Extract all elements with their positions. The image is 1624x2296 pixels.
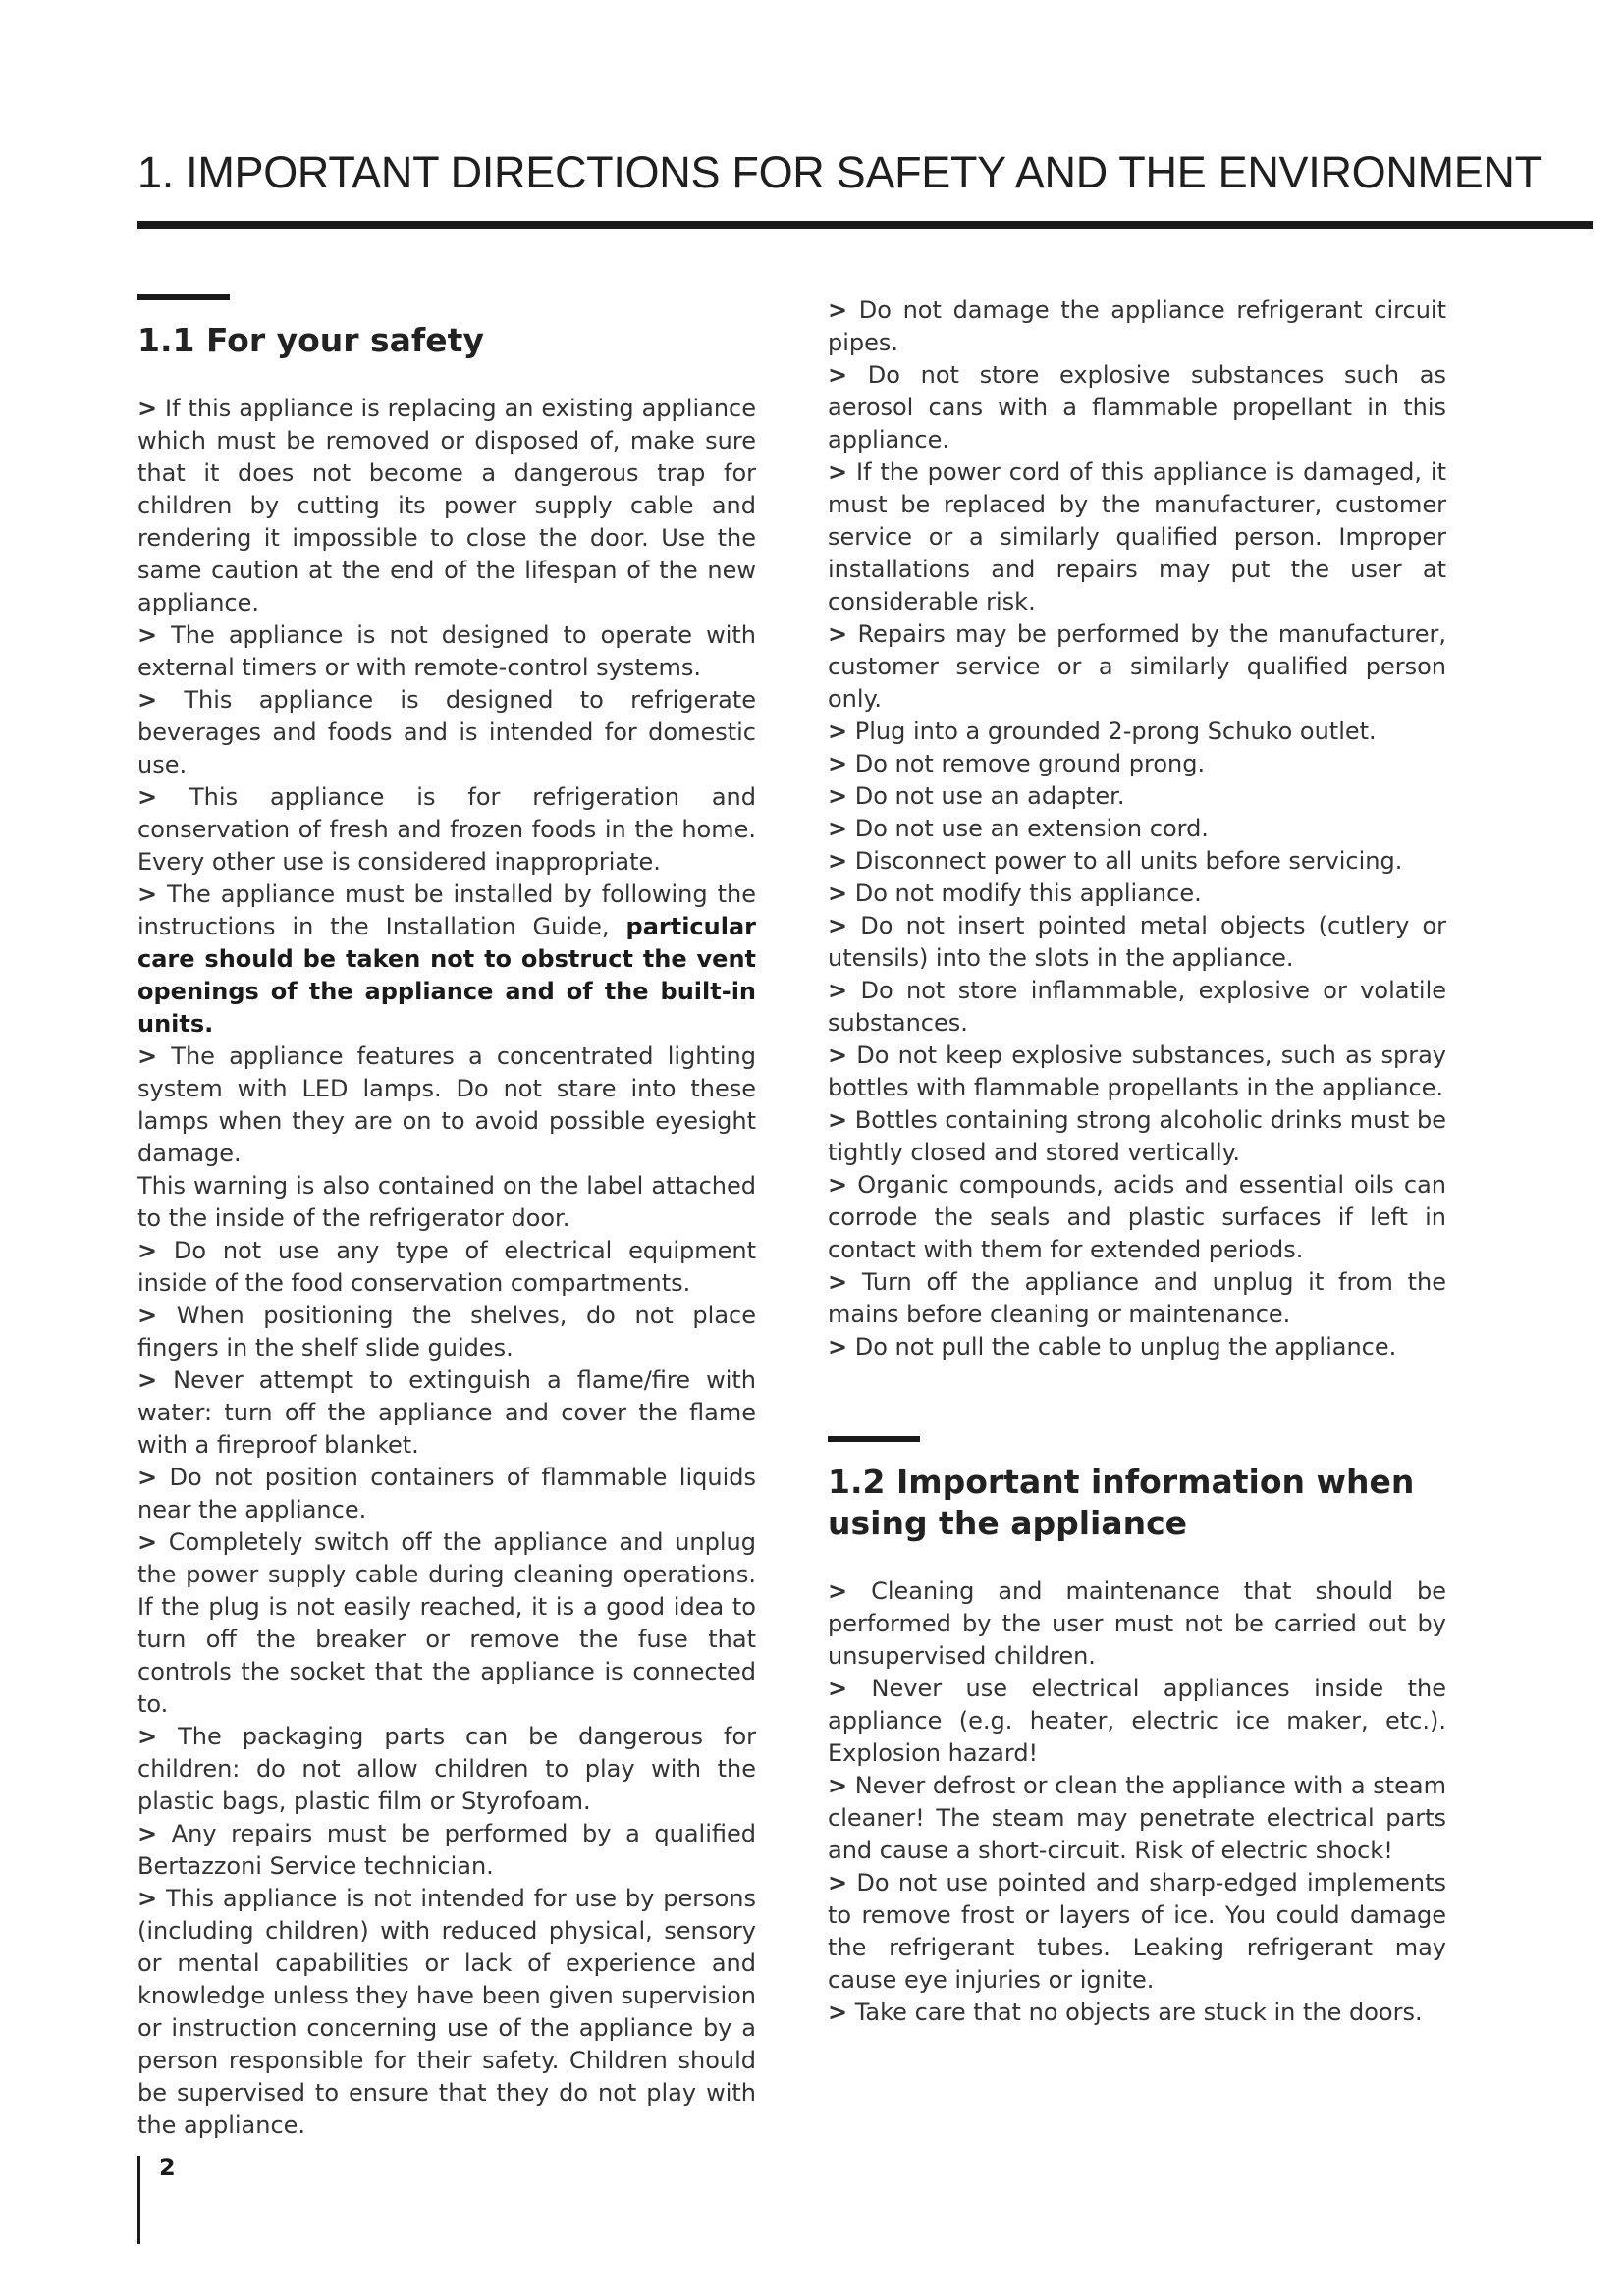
paragraph [828, 1040, 1446, 1104]
paragraph [828, 359, 1446, 456]
paragraph-text: Never defrost or clean the appliance with a steam cleaner! The steam may penetrate electrical parts and cause a short-circuit. Risk of electric shock! [828, 1772, 1446, 1864]
bullet-marker: > [137, 881, 158, 908]
paragraph [828, 975, 1446, 1040]
paragraph-text: If this appliance is replacing an existing appliance which must be removed or disposed of, make sure that it does not become a dangerous trap for children by cutting its power supply cable and rendering it impossible to close the door. Use the same caution at the end of the lifespan of the new appliance. [137, 395, 756, 616]
paragraph [137, 1721, 756, 1818]
bullet-marker: > [137, 1042, 158, 1070]
bullet-marker: > [137, 1528, 158, 1556]
paragraph [137, 1462, 756, 1526]
paragraph-text: Completely switch off the appliance and unplug the power supply cable during cleaning operations. If the plug is not easily reached, it is a good idea to turn off the breaker or remove the fuse that controls the socket that the appliance is connected to. [137, 1528, 756, 1718]
bullet-marker: > [137, 1302, 158, 1329]
bullet-marker: > [137, 395, 158, 422]
paragraph [828, 1770, 1446, 1867]
section-bar [137, 294, 230, 300]
bullet-marker: > [137, 621, 158, 649]
paragraph [828, 1266, 1446, 1331]
title-rule [137, 221, 1593, 229]
paragraph [137, 1041, 756, 1170]
paragraph [137, 393, 756, 619]
paragraph-text: Bottles containing strong alcoholic drinks must be tightly closed and stored vertically. [828, 1106, 1446, 1166]
bullet-marker: > [828, 1999, 848, 2026]
bullet-marker: > [137, 1820, 158, 1847]
bullet-marker: > [137, 1366, 158, 1394]
paragraph [828, 294, 1446, 359]
emphasis-text: particular care should be taken not to obstruct the vent openings of the appliance and of the built-in units. [137, 913, 756, 1038]
bullet-marker: > [828, 296, 848, 324]
paragraph-text: Never use electrical appliances inside the appliance (e.g. heater, electric ice maker, etc.). Explosion hazard! [828, 1675, 1446, 1767]
paragraph [137, 879, 756, 1041]
bullet-marker: > [828, 1106, 848, 1134]
bullet-marker: > [828, 1772, 848, 1799]
bullet-marker: > [828, 1577, 848, 1605]
section-title-safety: 1.1 For your safety [137, 321, 484, 359]
right-column [828, 294, 1446, 2029]
page-title: 1. IMPORTANT DIRECTIONS FOR SAFETY AND THE ENVIRONMENT [137, 147, 1542, 197]
paragraph [828, 716, 1446, 748]
paragraph-text: Do not use pointed and sharp-edged implements to remove frost or layers of ice. You could damage the refrigerant tubes. Leaking refrigerant may cause eye injuries or ignite. [828, 1869, 1446, 1994]
paragraph-text: This appliance is designed to refrigerate beverages and foods and is intended for domestic use. [137, 686, 756, 778]
safety-paragraphs [137, 393, 756, 2142]
paragraph-text: Repairs may be performed by the manufacturer, customer service or a similarly qualified person only. [828, 620, 1446, 713]
bullet-marker: > [828, 458, 848, 486]
bullet-marker: > [828, 750, 848, 777]
bullet-marker: > [828, 1041, 848, 1069]
paragraph-text: The appliance features a concentrated lighting system with LED lamps. Do not stare into these lamps when they are on to avoid possible eyesight damage. [137, 1042, 756, 1167]
bullet-marker: > [137, 1885, 158, 1912]
paragraph-text: Do not position containers of flammable liquids near the appliance. [137, 1464, 756, 1523]
section-title-important-info: 1.2 Important information when using the appliance [828, 1463, 1415, 1542]
paragraph [828, 1331, 1446, 1363]
bullet-marker: > [137, 686, 158, 714]
paragraph-text: If the power cord of this appliance is damaged, it must be replaced by the manufacturer, customer service or a similarly qualified person. Improper installations and repairs may put the user at considerable risk. [828, 458, 1446, 615]
paragraph [137, 1526, 756, 1721]
paragraph [828, 618, 1446, 716]
paragraph [137, 1818, 756, 1883]
paragraph-text: Any repairs must be performed by a qualified Bertazzoni Service technician. [137, 1820, 756, 1880]
paragraph [828, 1997, 1446, 2029]
paragraph [828, 1169, 1446, 1266]
paragraph-text: Cleaning and maintenance that should be performed by the user must not be carried out by unsupervised children. [828, 1577, 1446, 1670]
paragraph-text: The appliance must be installed by following the instructions in the Installation Guide, [137, 881, 756, 940]
bullet-marker: > [828, 1268, 848, 1296]
bullet-marker: > [828, 361, 848, 389]
paragraph-text: Do not remove ground prong. [847, 750, 1206, 777]
paragraph [828, 1575, 1446, 1673]
paragraph [137, 1170, 756, 1235]
paragraph-text: Do not keep explosive substances, such as spray bottles with flammable propellants in the appliance. [828, 1041, 1446, 1101]
paragraph-text: Do not use an adapter. [847, 782, 1125, 810]
bullet-marker: > [828, 1333, 848, 1361]
bullet-marker: > [828, 782, 848, 810]
bullet-marker: > [828, 1869, 848, 1896]
paragraph [137, 1364, 756, 1462]
paragraph [828, 748, 1446, 780]
paragraph [828, 1104, 1446, 1169]
bullet-marker: > [828, 718, 848, 745]
footer-rule [137, 2156, 140, 2244]
important-info-paragraphs [828, 1575, 1446, 2029]
section-bar [828, 1436, 920, 1442]
paragraph [828, 878, 1446, 910]
safety-continued-paragraphs [828, 294, 1446, 1363]
bullet-marker: > [828, 880, 848, 907]
bullet-marker: > [828, 977, 848, 1004]
paragraph [828, 1673, 1446, 1770]
paragraph-text: Disconnect power to all units before servicing. [847, 847, 1403, 875]
paragraph-text: Do not store explosive substances such as aerosol cans with a flammable propellant in this appliance. [828, 361, 1446, 454]
paragraph-text: Turn off the appliance and unplug it from the mains before cleaning or maintenance. [828, 1268, 1446, 1328]
bullet-marker: > [828, 912, 848, 939]
section-spacer [828, 1363, 1446, 1436]
paragraph [137, 1300, 756, 1364]
paragraph-text: This warning is also contained on the label attached to the inside of the refrigerator door. [137, 1172, 756, 1232]
paragraph [828, 456, 1446, 618]
paragraph-text: Do not pull the cable to unplug the appliance. [847, 1333, 1397, 1361]
bullet-marker: > [828, 847, 848, 875]
paragraph-text: Do not damage the appliance refrigerant circuit pipes. [828, 296, 1446, 356]
bullet-marker: > [828, 1171, 848, 1199]
bullet-marker: > [137, 1464, 158, 1491]
paragraph [828, 910, 1446, 975]
paragraph-text: When positioning the shelves, do not place fingers in the shelf slide guides. [137, 1302, 756, 1362]
paragraph-text: Do not insert pointed metal objects (cutlery or utensils) into the slots in the appliance. [828, 912, 1446, 972]
paragraph [137, 781, 756, 879]
paragraph [828, 1867, 1446, 1997]
bullet-marker: > [828, 1675, 848, 1702]
paragraph-text: Plug into a grounded 2-prong Schuko outlet. [847, 718, 1377, 745]
page-number: 2 [159, 2154, 176, 2181]
bullet-marker: > [828, 620, 848, 648]
paragraph-text: The packaging parts can be dangerous for children: do not allow children to play with the plastic bags, plastic film or Styrofoam. [137, 1723, 756, 1815]
bullet-marker: > [828, 815, 848, 842]
paragraph-text: The appliance is not designed to operate with external timers or with remote-control systems. [137, 621, 756, 681]
paragraph-text: Never attempt to extinguish a flame/fire with water: turn off the appliance and cover the flame with a fireproof blanket. [137, 1366, 756, 1459]
bullet-marker: > [137, 1723, 158, 1750]
paragraph [828, 813, 1446, 845]
paragraph [828, 845, 1446, 878]
paragraph-text: This appliance is for refrigeration and conservation of fresh and frozen foods in the home. Every other use is considered inappropriate. [137, 783, 756, 876]
left-column [137, 294, 756, 2142]
bullet-marker: > [137, 783, 158, 811]
paragraph-text: This appliance is not intended for use by persons (including children) with reduced physical, sensory or mental capabilities or lack of experience and knowledge unless they have been given supervision or instruction concerning use of the appliance by a person responsible for their safety. Children should be supervised to ensure that they do not play with the appliance. [137, 1885, 756, 2139]
paragraph [828, 780, 1446, 813]
paragraph-text: Do not store inflammable, explosive or volatile substances. [828, 977, 1446, 1037]
paragraph-text: Do not use any type of electrical equipment inside of the food conservation compartments. [137, 1237, 756, 1297]
paragraph-text: Do not use an extension cord. [847, 815, 1209, 842]
paragraph-text: Take care that no objects are stuck in the doors. [847, 1999, 1423, 2026]
bullet-marker: > [137, 1237, 158, 1264]
paragraph [137, 1235, 756, 1300]
paragraph [137, 1883, 756, 2142]
paragraph-text: Organic compounds, acids and essential oils can corrode the seals and plastic surfaces if left in contact with them for extended periods. [828, 1171, 1446, 1263]
paragraph [137, 684, 756, 781]
paragraph-text: Do not modify this appliance. [847, 880, 1202, 907]
paragraph [137, 619, 756, 684]
